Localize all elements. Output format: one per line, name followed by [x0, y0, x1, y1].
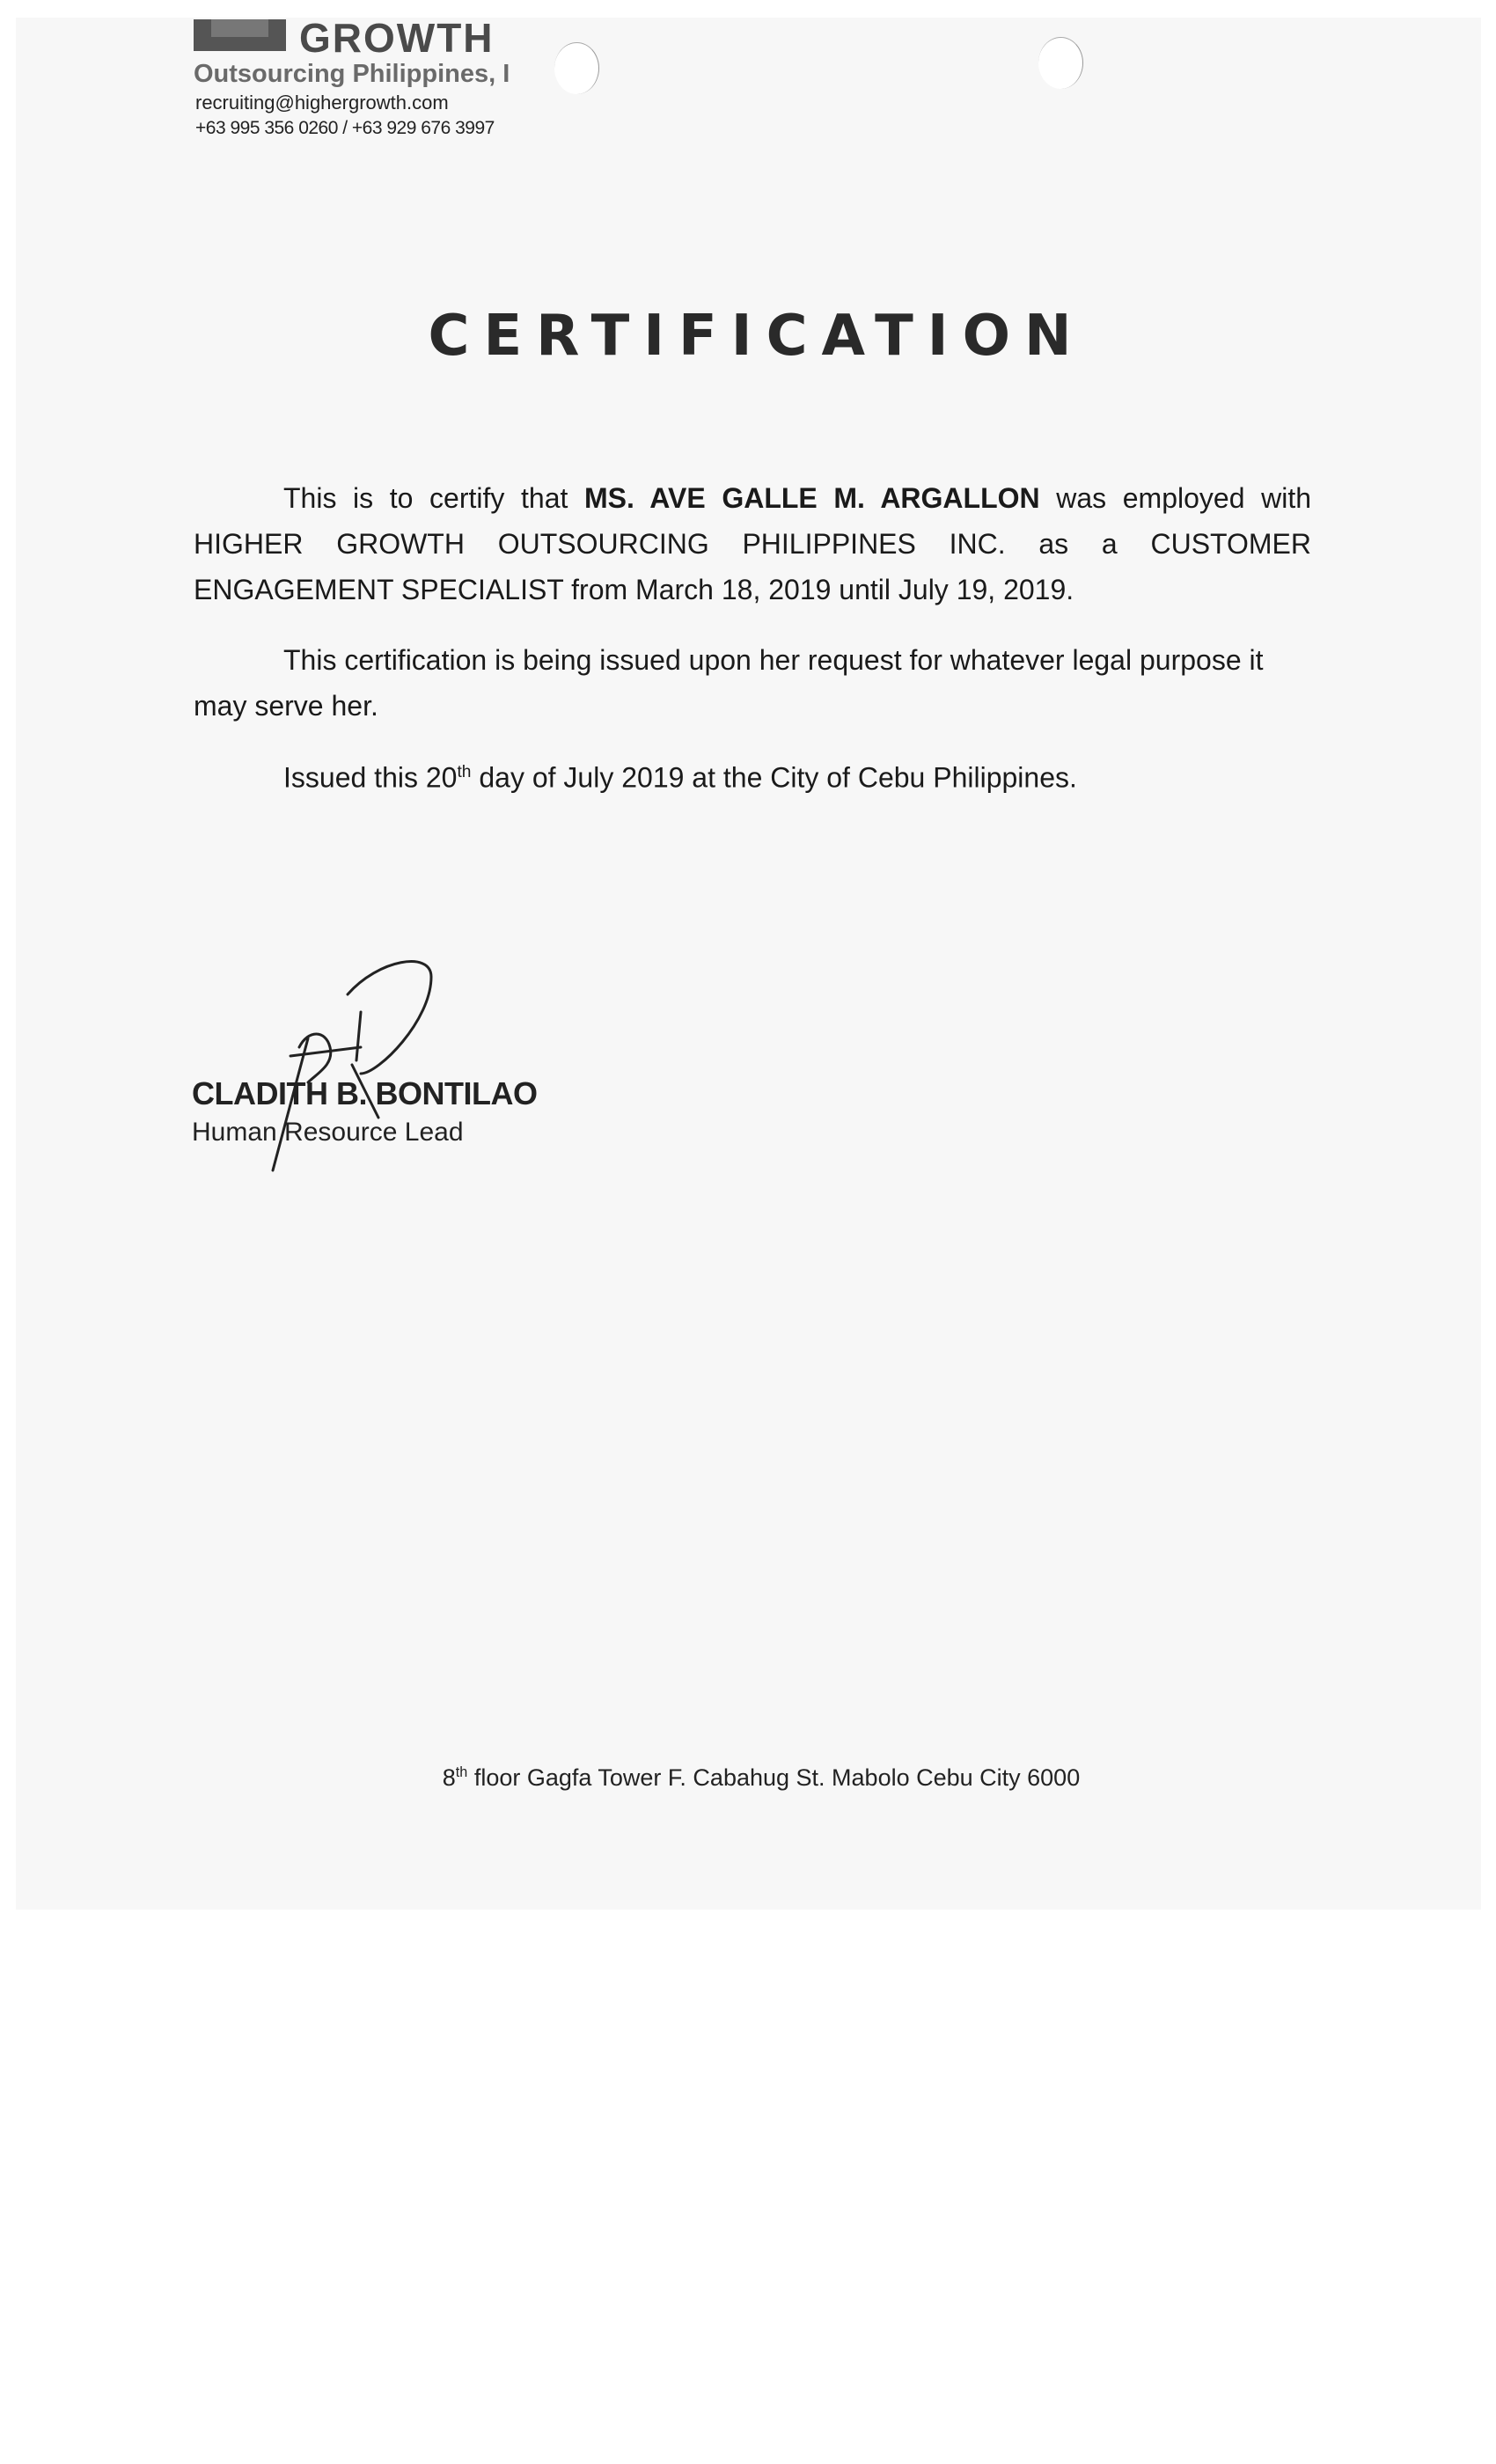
document-title: CERTIFICATION — [428, 304, 1086, 369]
purpose-paragraph: This certification is being issued upon her request for whatever legal purpose it may serve her. — [194, 644, 1264, 722]
letterhead-phone: +63 995 356 0260 / +63 929 676 3997 — [195, 118, 495, 138]
company-name-line: Outsourcing Philippines, I — [194, 60, 510, 88]
issued-paragraph — [194, 750, 1311, 801]
ordinal-suffix: th — [455, 1764, 468, 1780]
footer-text: floor Gagfa Tower F. Cabahug St. Mabolo Cebu City 6000 — [467, 1764, 1081, 1791]
ordinal-suffix: th — [457, 763, 472, 781]
employee-name: MS. AVE GALLE M. ARGALLON — [583, 482, 1040, 514]
paragraph-text: Issued this 20 — [283, 761, 458, 794]
punch-hole — [1038, 37, 1083, 89]
punch-hole — [554, 42, 599, 94]
certification-paragraph — [194, 475, 1311, 612]
signatory-name: CLADITH B. BONTILAO — [192, 1075, 538, 1111]
letterhead-email: recruiting@highergrowth.com — [195, 92, 449, 114]
company-logo-mark — [194, 19, 286, 51]
footer-address — [0, 1764, 1496, 1792]
footer-text: 8 — [442, 1764, 456, 1791]
logo-wordmark: GROWTH — [299, 15, 495, 61]
document-page — [16, 18, 1481, 1910]
paragraph-text: was employed with HIGHER GROWTH OUTSOURCING PHILIPPINES INC. as a CUSTOMER ENGAGEMENT SPECIALIST from March 18, 2019 until July 19, 2019. — [194, 482, 1312, 605]
paragraph-text: day of July 2019 at the City of Cebu Philippines. — [471, 761, 1077, 794]
paragraph-text: This is to certify that — [283, 482, 584, 514]
signatory-title: Human Resource Lead — [192, 1118, 464, 1147]
